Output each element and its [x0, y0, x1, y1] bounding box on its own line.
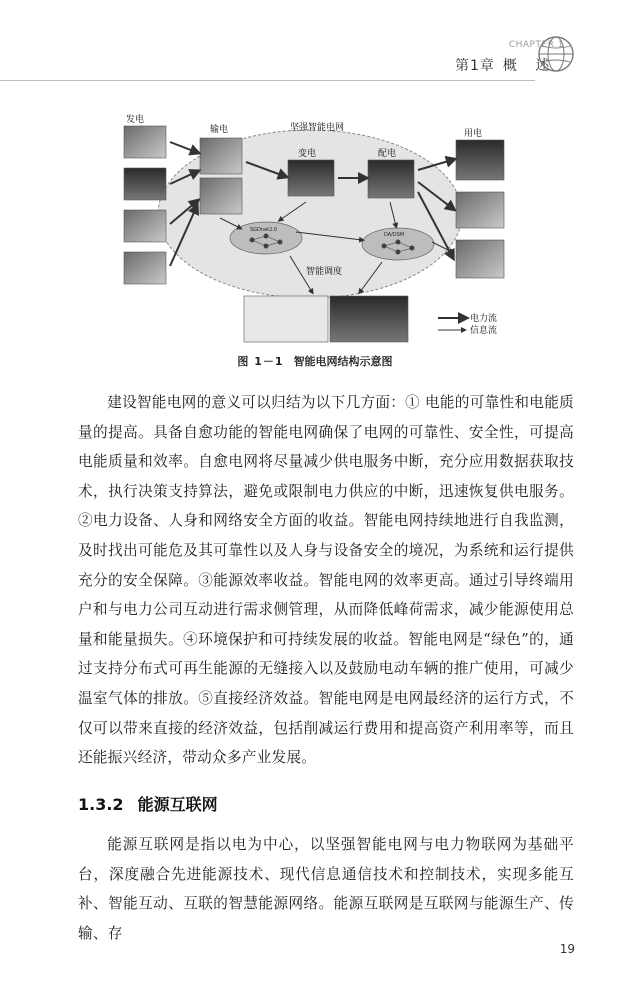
label-consumption: 用电: [464, 129, 483, 139]
photo-substation: [288, 160, 334, 196]
photo-hydro: [124, 168, 166, 200]
photo-dispatch-1: [244, 296, 328, 342]
section-title: 能源互联网: [137, 795, 218, 814]
label-dispatch: 智能调度: [306, 267, 343, 277]
label-distribution: 配电: [378, 149, 397, 159]
page-number: 19: [559, 942, 575, 956]
photo-ev: [456, 240, 504, 278]
section-heading: [78, 792, 218, 815]
photo-power-plant: [124, 126, 166, 158]
legend-power-flow: 电力流: [470, 314, 498, 324]
chapter-title: 概 述: [502, 58, 557, 74]
photo-nuclear: [124, 210, 166, 242]
globe-icon: [534, 32, 578, 76]
body-paragraph-1: 建设智能电网的意义可以归结为以下几方面：① 电能的可靠性和电能质量的提高。具备自愈功能的智能电网确保了电网的可靠性、安全性，可提高电能质量和效率。自愈电网将尽量减少供电服务中断，充分应用数据获取技术，执行决策支持算法，避免或限制电力供应的中断，迅速恢复供电服务。②电力设备、人身和网络安全方面的收益。智能电网持续地进行自我监测，及时找出可能危及其可靠性以及人身与设备安全的境况，为系统和运行提供充分的安全保障。③能源效率收益。智能电网的效率更高。通过引导终端用户和与电力公司互动进行需求侧管理，从而降低峰荷需求，减少能源使用总量和能量损失。④环境保护和可持续发展的收益。智能电网是“绿色”的，通过支持分布式可再生能源的无缝接入以及鼓励电动车辆的推广使用，可减少温室气体的排放。⑤直接经济效益。智能电网是电网最经济的运行方式，不仅可以带来直接的经济效益，包括削减运行费用和提高资产利用率等，而且还能振兴经济，带动众多产业发展。: [78, 394, 574, 767]
chapter-number: 第1章: [455, 58, 495, 74]
label-strong-grid: 坚强智能电网: [290, 123, 345, 133]
figure-caption: [0, 353, 630, 369]
body-paragraph-2: 能源互联网是指以电为中心，以坚强智能电网与电力物联网为基础平台，深度融合先进能源技术、现代信息通信技术和控制技术，实现多能互补、智能互动、互联的智慧能源网络。能源互联网是互联网与能源生产、传输、存: [78, 836, 574, 942]
photo-wind: [124, 252, 166, 284]
legend-info-flow: 信息流: [470, 326, 498, 336]
cloud-sgdnet-label: SGDnet2.0: [250, 227, 278, 233]
photo-city: [456, 140, 504, 180]
figure-caption-text: 智能电网结构示意图: [293, 355, 393, 368]
label-generation: 发电: [126, 115, 145, 125]
cloud-sgdnet: [230, 222, 302, 254]
chapter-label-en: CHAPTER 1: [508, 40, 564, 50]
header-rule: [0, 80, 535, 81]
cloud-da-dsm-label: DA/DSM: [384, 232, 405, 238]
photo-dispatch-2: [330, 296, 408, 342]
photo-transmission-1: [200, 138, 242, 174]
section-number: 1.3.2: [78, 795, 124, 814]
smart-grid-diagram: [120, 112, 510, 350]
legend: [438, 312, 497, 336]
photo-distribution: [368, 160, 414, 198]
label-substation: 变电: [298, 149, 317, 159]
label-transmission: 输电: [210, 125, 229, 135]
photo-factory: [456, 192, 504, 228]
figure-number: 图 1－1: [237, 355, 284, 368]
cloud-da-dsm: [362, 228, 434, 260]
photo-transmission-2: [200, 178, 242, 214]
